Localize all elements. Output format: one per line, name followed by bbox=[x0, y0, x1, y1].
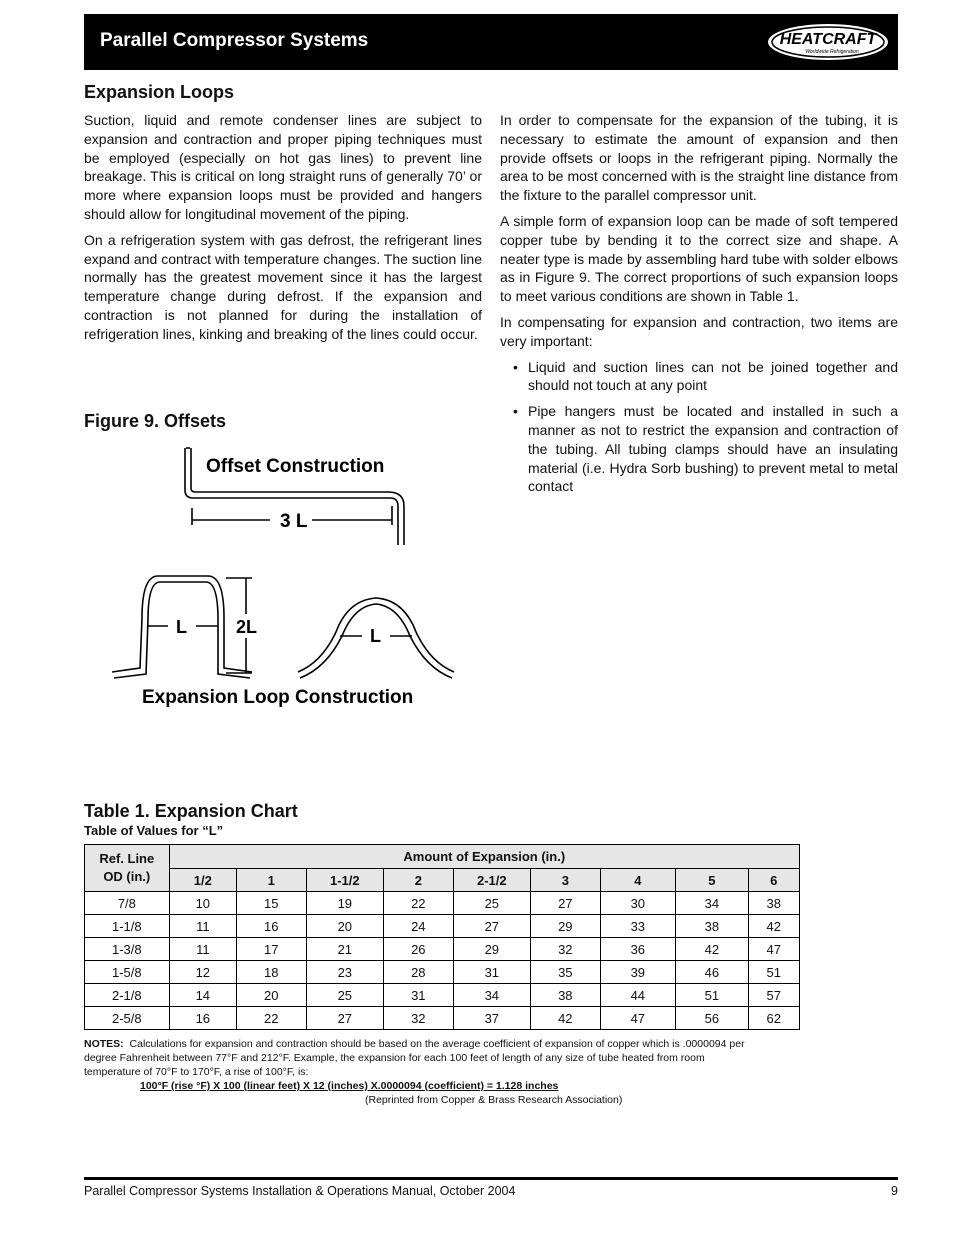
column-header: 1-1/2 bbox=[306, 869, 384, 892]
row-ref-cell: 1-1/8 bbox=[85, 915, 170, 938]
offsets-figure bbox=[100, 440, 460, 710]
footer-text: Parallel Compressor Systems Installation & Operations Manual, October 2004 bbox=[84, 1184, 516, 1198]
table-cell: 19 bbox=[306, 892, 384, 915]
section-heading: Expansion Loops bbox=[84, 82, 235, 102]
notes bbox=[84, 1037, 764, 1079]
list-item bbox=[500, 402, 898, 496]
paragraph: In compensating for expansion and contraction, two items are very important: bbox=[500, 313, 898, 349]
column-header: 1 bbox=[237, 869, 306, 892]
column-header: 1/2 bbox=[169, 869, 236, 892]
table-cell: 47 bbox=[600, 1007, 676, 1030]
table-cell: 56 bbox=[676, 1007, 749, 1030]
bullet-glyph: • bbox=[513, 403, 518, 420]
table-cell: 22 bbox=[237, 1007, 306, 1030]
column-header: 2-1/2 bbox=[453, 869, 531, 892]
table-cell: 37 bbox=[453, 1007, 531, 1030]
table-cell: 42 bbox=[748, 915, 799, 938]
table-cell: 51 bbox=[676, 984, 749, 1007]
table-cell: 16 bbox=[237, 915, 306, 938]
table-caption: Table 1. Expansion Chart bbox=[84, 801, 298, 821]
table-cell: 11 bbox=[169, 938, 236, 961]
table-cell: 10 bbox=[169, 892, 236, 915]
table-cell: 30 bbox=[600, 892, 676, 915]
table-cell: 17 bbox=[237, 938, 306, 961]
table-cell: 38 bbox=[748, 892, 799, 915]
paragraph: Suction, liquid and remote condenser lines are subject to expansion and contraction and proper piping techniques must be employed (especially on hot gas lines) to prevent line breakage. This is critical on long straight runs of generally 70’ or more where expansion loops must be provided and hangers should allow for longitudinal movement of the piping. bbox=[84, 112, 482, 222]
list-item bbox=[500, 358, 898, 396]
table-cell: 18 bbox=[237, 961, 306, 984]
page-number: 9 bbox=[891, 1184, 898, 1198]
table-row bbox=[85, 938, 800, 961]
table-cell: 34 bbox=[676, 892, 749, 915]
row-ref-cell: 2-5/8 bbox=[85, 1007, 170, 1030]
expansion-table bbox=[84, 844, 800, 1030]
table-cell: 28 bbox=[384, 961, 453, 984]
table-row bbox=[85, 892, 800, 915]
table-cell: 38 bbox=[676, 915, 749, 938]
table-row bbox=[85, 961, 800, 984]
table-cell: 44 bbox=[600, 984, 676, 1007]
table-cell: 32 bbox=[531, 938, 600, 961]
table-cell: 20 bbox=[237, 984, 306, 1007]
table-cell: 38 bbox=[531, 984, 600, 1007]
ref-header: Ref. Line OD (in.) bbox=[85, 845, 170, 892]
table-cell: 34 bbox=[453, 984, 531, 1007]
list-item-text: Pipe hangers must be located and installed in such a manner as not to restrict the expansion and contraction of the tubing. All tubing clamps should have an insulating material (i.e. Hydra Sorb bushing) to prevent metal to metal contact bbox=[528, 403, 898, 495]
table-cell: 31 bbox=[384, 984, 453, 1007]
arc-width-label: L bbox=[370, 626, 381, 646]
table-cell: 62 bbox=[748, 1007, 799, 1030]
table-cell: 39 bbox=[600, 961, 676, 984]
left-column bbox=[84, 111, 482, 351]
table-cell: 51 bbox=[748, 961, 799, 984]
table-cell: 16 bbox=[169, 1007, 236, 1030]
table-cell: 29 bbox=[531, 915, 600, 938]
table-cell: 11 bbox=[169, 915, 236, 938]
notes-text: Calculations for expansion and contraction should be based on the average coefficient of expansion of copper which is .0000094 per degree Fahrenheit between 77°F and 212°F. Example, the expansion for each 100 feet of length of any size of tube heated from room temperature of 70°F to 170°F, a rise of 100°F, is: bbox=[84, 1038, 745, 1078]
list-item-text: Liquid and suction lines can not be joined together and should not touch at any point bbox=[528, 358, 898, 394]
table-row bbox=[85, 984, 800, 1007]
row-ref-cell: 1-3/8 bbox=[85, 938, 170, 961]
offset-dimension-label: 3 L bbox=[280, 511, 308, 532]
logo-subtext: Worldwide Refrigeration bbox=[805, 49, 859, 55]
table-row bbox=[85, 915, 800, 938]
column-header: 4 bbox=[600, 869, 676, 892]
row-ref-cell: 2-1/8 bbox=[85, 984, 170, 1007]
table-cell: 25 bbox=[453, 892, 531, 915]
offset-title: Offset Construction bbox=[206, 456, 385, 477]
footer-divider bbox=[84, 1177, 898, 1180]
paragraph: A simple form of expansion loop can be made of soft tempered copper tube by bending it to the correct size and shape. A neater type is made by assembling hard tube with solder elbows as in Figure 9. The correct proportions of such expansion loops to meet various conditions are shown in Table 1. bbox=[500, 212, 898, 305]
table-cell: 35 bbox=[531, 961, 600, 984]
page-header bbox=[84, 14, 898, 70]
table-cell: 23 bbox=[306, 961, 384, 984]
table-row bbox=[85, 1007, 800, 1030]
right-column bbox=[500, 111, 898, 503]
reprint-credit: (Reprinted from Copper & Brass Research Association) bbox=[365, 1094, 623, 1106]
heatcraft-logo bbox=[766, 21, 890, 63]
table-cell: 46 bbox=[676, 961, 749, 984]
table-cell: 25 bbox=[306, 984, 384, 1007]
table-cell: 29 bbox=[453, 938, 531, 961]
table-cell: 20 bbox=[306, 915, 384, 938]
table-cell: 22 bbox=[384, 892, 453, 915]
row-ref-cell: 1-5/8 bbox=[85, 961, 170, 984]
table-cell: 36 bbox=[600, 938, 676, 961]
table-cell: 42 bbox=[531, 1007, 600, 1030]
notes-label: NOTES: bbox=[84, 1038, 124, 1050]
header-title: Parallel Compressor Systems bbox=[100, 30, 369, 51]
loop-title: Expansion Loop Construction bbox=[142, 687, 414, 708]
column-header: 5 bbox=[676, 869, 749, 892]
table-cell: 21 bbox=[306, 938, 384, 961]
table-cell: 32 bbox=[384, 1007, 453, 1030]
column-header: 6 bbox=[748, 869, 799, 892]
paragraph: In order to compensate for the expansion of the tubing, it is necessary to estimate the amount of expansion and then provide offsets or loops in the refrigerant piping. Normally the area to be most concerned with is the straight line distance from the fixture to the parallel compressor unit. bbox=[500, 112, 898, 204]
table-cell: 26 bbox=[384, 938, 453, 961]
loop-height-label: 2L bbox=[236, 617, 258, 637]
row-ref-cell: 7/8 bbox=[85, 892, 170, 915]
loop-width-label: L bbox=[176, 617, 187, 637]
bullet-glyph: • bbox=[513, 358, 518, 375]
formula: 100°F (rise °F) X 100 (linear feet) X 12 (inches) X.0000094 (coefficient) = 1.128 inches bbox=[140, 1080, 559, 1092]
column-header: 2 bbox=[384, 869, 453, 892]
table-cell: 31 bbox=[453, 961, 531, 984]
table-cell: 15 bbox=[237, 892, 306, 915]
table-cell: 42 bbox=[676, 938, 749, 961]
table-cell: 27 bbox=[306, 1007, 384, 1030]
table-cell: 47 bbox=[748, 938, 799, 961]
table-cell: 57 bbox=[748, 984, 799, 1007]
table-cell: 27 bbox=[531, 892, 600, 915]
table-cell: 24 bbox=[384, 915, 453, 938]
group-header: Amount of Expansion (in.) bbox=[169, 845, 799, 869]
table-cell: 14 bbox=[169, 984, 236, 1007]
table-cell: 27 bbox=[453, 915, 531, 938]
logo-text: HEATCRAFT bbox=[779, 31, 877, 48]
bullet-list bbox=[500, 358, 898, 497]
figure-caption: Figure 9. Offsets bbox=[84, 411, 227, 431]
table-cell: 33 bbox=[600, 915, 676, 938]
paragraph: On a refrigeration system with gas defrost, the refrigerant lines expand and contract with temperature changes. The suction line normally has the greatest movement since it has the largest temperature change during defrost. If the expansion and contraction is not planned for during the installation of refrigeration lines, kinking and breaking of the lines could occur. bbox=[84, 231, 482, 342]
column-header: 3 bbox=[531, 869, 600, 892]
table-subcaption: Table of Values for “L” bbox=[84, 823, 224, 838]
table-cell: 12 bbox=[169, 961, 236, 984]
